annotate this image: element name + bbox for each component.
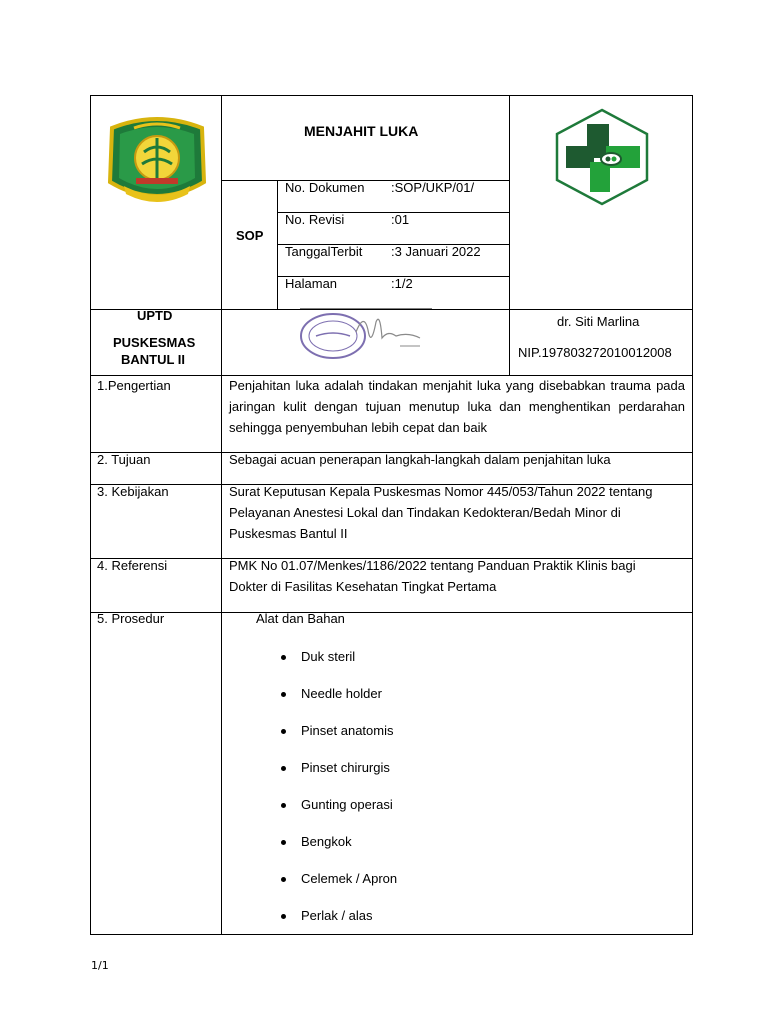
bullet-icon: [281, 914, 286, 919]
document-title: MENJAHIT LUKA: [304, 123, 419, 139]
meta-label-revision: No. Revisi: [285, 212, 345, 227]
meta-value-issue-date: :3 Januari 2022: [391, 244, 481, 259]
meta-value-document-number: :SOP/UKP/01/: [391, 180, 475, 195]
list-item: Gunting operasi: [301, 797, 393, 812]
meta-label-page: Halaman: [285, 276, 338, 291]
bullet-icon: [281, 840, 286, 845]
section-text-referensi: PMK No 01.07/Menkes/1186/2022 tentang Panduan Praktik Klinis bagi Dokter di Fasilitas Kesehatan Tingkat Pertama: [229, 558, 636, 594]
bantul-emblem-icon: [104, 112, 210, 208]
list-item: Celemek / Apron: [301, 871, 398, 886]
section-text-kebijakan: Surat Keputusan Kepala Puskesmas Nomor 445/053/Tahun 2022 tentang Pelayanan Anestesi Lokal dan Tindakan Kedokteran/Bedah Minor di Puskesmas Bantul II: [229, 484, 653, 541]
bullet-icon: [281, 655, 286, 660]
official-stamp-signature: [296, 308, 436, 364]
list-item: Duk steril: [301, 649, 356, 664]
meta-value-page: :1/2: [391, 276, 413, 291]
sop-label: SOP: [236, 228, 264, 243]
bullet-icon: [281, 877, 286, 882]
bullet-icon: [281, 803, 286, 808]
section-text-pengertian: Penjahitan luka adalah tindakan menjahit luka yang disebabkan trauma pada jaringan kulit dengan tujuan menutup luka dan menghentikan perdarahan sehingga penyembuhan lebih cepat dan baik: [229, 378, 685, 435]
section-label-tujuan: 2. Tujuan: [97, 452, 151, 467]
org-line-uptd: UPTD: [137, 308, 173, 323]
list-item: Perlak / alas: [301, 908, 373, 923]
bullet-icon: [281, 766, 286, 771]
list-item: Pinset anatomis: [301, 723, 394, 738]
bullet-icon: [281, 729, 286, 734]
signer-nip: NIP.197803272010012008: [518, 345, 672, 360]
section-label-referensi: 4. Referensi: [97, 558, 168, 573]
meta-label-issue-date: TanggalTerbit: [285, 244, 363, 259]
list-item: Needle holder: [301, 686, 382, 701]
signer-name: dr. Siti Marlina: [557, 314, 640, 329]
section-text-tujuan: Sebagai acuan penerapan langkah-langkah dalam penjahitan luka: [229, 452, 611, 467]
meta-label-document-number: No. Dokumen: [285, 180, 365, 195]
meta-value-revision: :01: [391, 212, 410, 227]
list-item: Pinset chirurgis: [301, 760, 390, 775]
page-number: 1/1: [91, 959, 109, 972]
org-line-puskesmas: PUSKESMAS: [113, 335, 196, 350]
list-item: Bengkok: [301, 834, 352, 849]
section-label-pengertian: 1.Pengertian: [97, 378, 171, 393]
procedure-subheading: Alat dan Bahan: [256, 611, 345, 626]
puskesmas-logo-icon: [554, 108, 650, 206]
org-line-bantul: BANTUL II: [121, 352, 186, 367]
bullet-icon: [281, 692, 286, 697]
section-label-prosedur: 5. Prosedur: [97, 611, 165, 626]
section-label-kebijakan: 3. Kebijakan: [97, 484, 169, 499]
